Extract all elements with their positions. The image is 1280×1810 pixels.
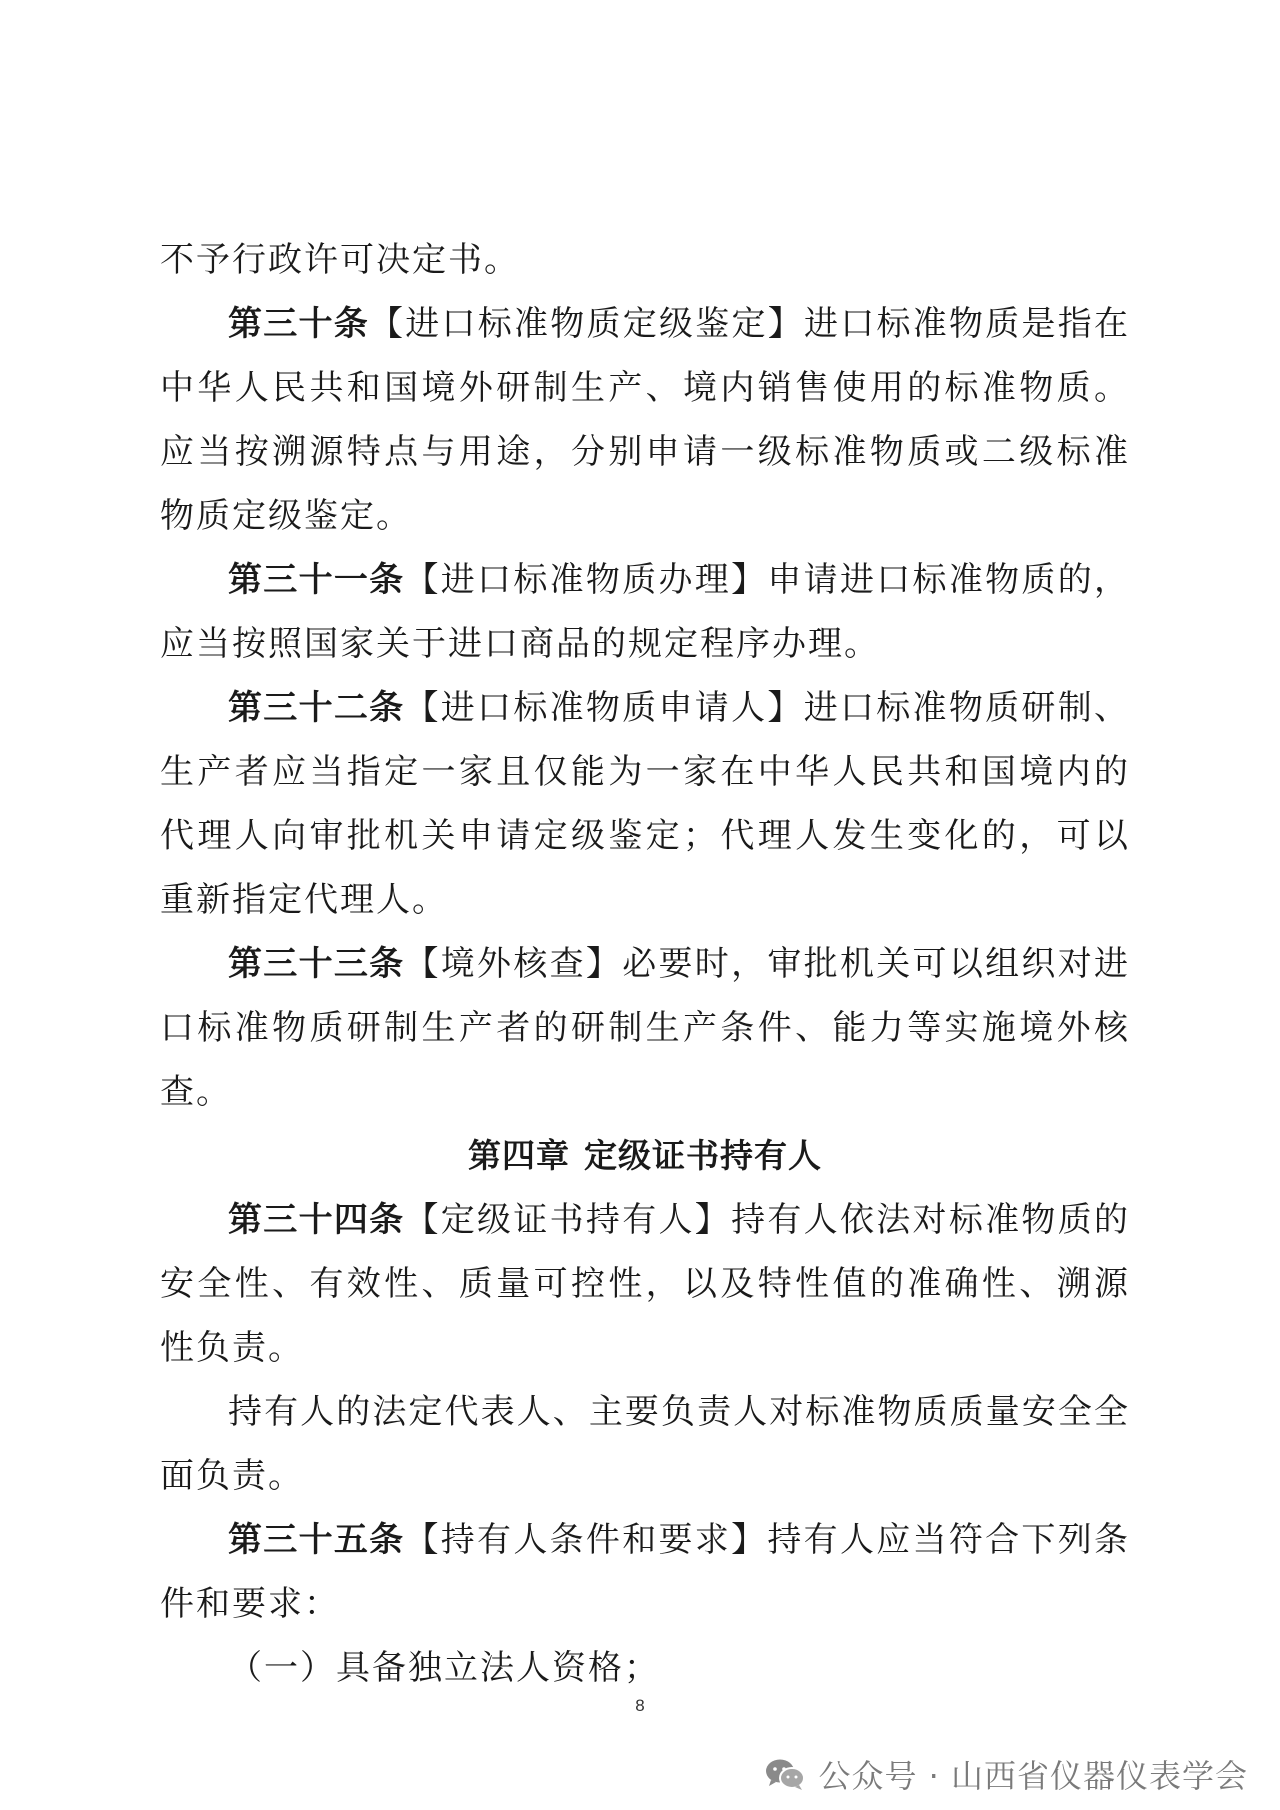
document-body bbox=[160, 228, 1130, 1700]
article-30 bbox=[160, 292, 1130, 548]
article-33-heading: 【境外核查】 bbox=[404, 944, 623, 984]
article-35-text: 持有人应当符合下列条件和要求： bbox=[160, 1520, 1131, 1624]
chapter-heading bbox=[160, 1124, 1130, 1188]
chapter-number: 第四章 bbox=[468, 1136, 570, 1175]
article-35 bbox=[160, 1508, 1130, 1636]
lead-line: 不予行政许可决定书。 bbox=[160, 240, 520, 280]
article-35-item-1: （一）具备独立法人资格； bbox=[228, 1648, 660, 1688]
article-30-text: 进口标准物质是指在中华人民共和国境外研制生产、境内销售使用的标准物质。应当按溯源特点与用途，分别申请一级标准物质或二级标准物质定级鉴定。 bbox=[160, 304, 1130, 536]
page-number: 8 bbox=[635, 1696, 645, 1715]
article-31-heading: 【进口标准物质办理】 bbox=[404, 560, 768, 600]
article-32 bbox=[160, 676, 1130, 932]
article-34-paragraph-2: 持有人的法定代表人、主要负责人对标准物质质量安全全面负责。 bbox=[160, 1392, 1130, 1496]
article-32-text: 进口标准物质研制、生产者应当指定一家且仅能为一家在中华人民共和国境内的代理人向审批机关申请定级鉴定；代理人发生变化的，可以重新指定代理人。 bbox=[160, 688, 1131, 920]
article-31-title: 第三十一条 bbox=[228, 560, 405, 600]
article-32-heading: 【进口标准物质申请人】 bbox=[404, 688, 804, 728]
wechat-icon bbox=[764, 1757, 806, 1791]
chapter-title: 定级证书持有人 bbox=[584, 1136, 822, 1175]
article-32-title: 第三十二条 bbox=[228, 688, 405, 728]
article-35-title: 第三十五条 bbox=[228, 1520, 405, 1560]
article-34-title: 第三十四条 bbox=[228, 1200, 405, 1240]
article-30-heading: 【进口标准物质定级鉴定】 bbox=[369, 304, 804, 344]
watermark bbox=[764, 1744, 1248, 1804]
article-33-text: 必要时，审批机关可以组织对进口标准物质研制生产者的研制生产条件、能力等实施境外核查。 bbox=[160, 944, 1131, 1112]
article-33-title: 第三十三条 bbox=[228, 944, 405, 984]
watermark-text: 公众号 · 山西省仪器仪表学会 bbox=[818, 1757, 1248, 1795]
article-30-title: 第三十条 bbox=[228, 304, 369, 344]
article-34-heading: 【定级证书持有人】 bbox=[404, 1200, 732, 1240]
article-34-text: 持有人依法对标准物质的安全性、有效性、质量可控性，以及特性值的准确性、溯源性负责。 bbox=[160, 1200, 1131, 1368]
article-31-text: 申请进口标准物质的，应当按照国家关于进口商品的规定程序办理。 bbox=[160, 560, 1131, 664]
article-33 bbox=[160, 932, 1130, 1124]
article-35-heading: 【持有人条件和要求】 bbox=[404, 1520, 768, 1560]
article-31 bbox=[160, 548, 1130, 676]
article-34 bbox=[160, 1188, 1130, 1380]
